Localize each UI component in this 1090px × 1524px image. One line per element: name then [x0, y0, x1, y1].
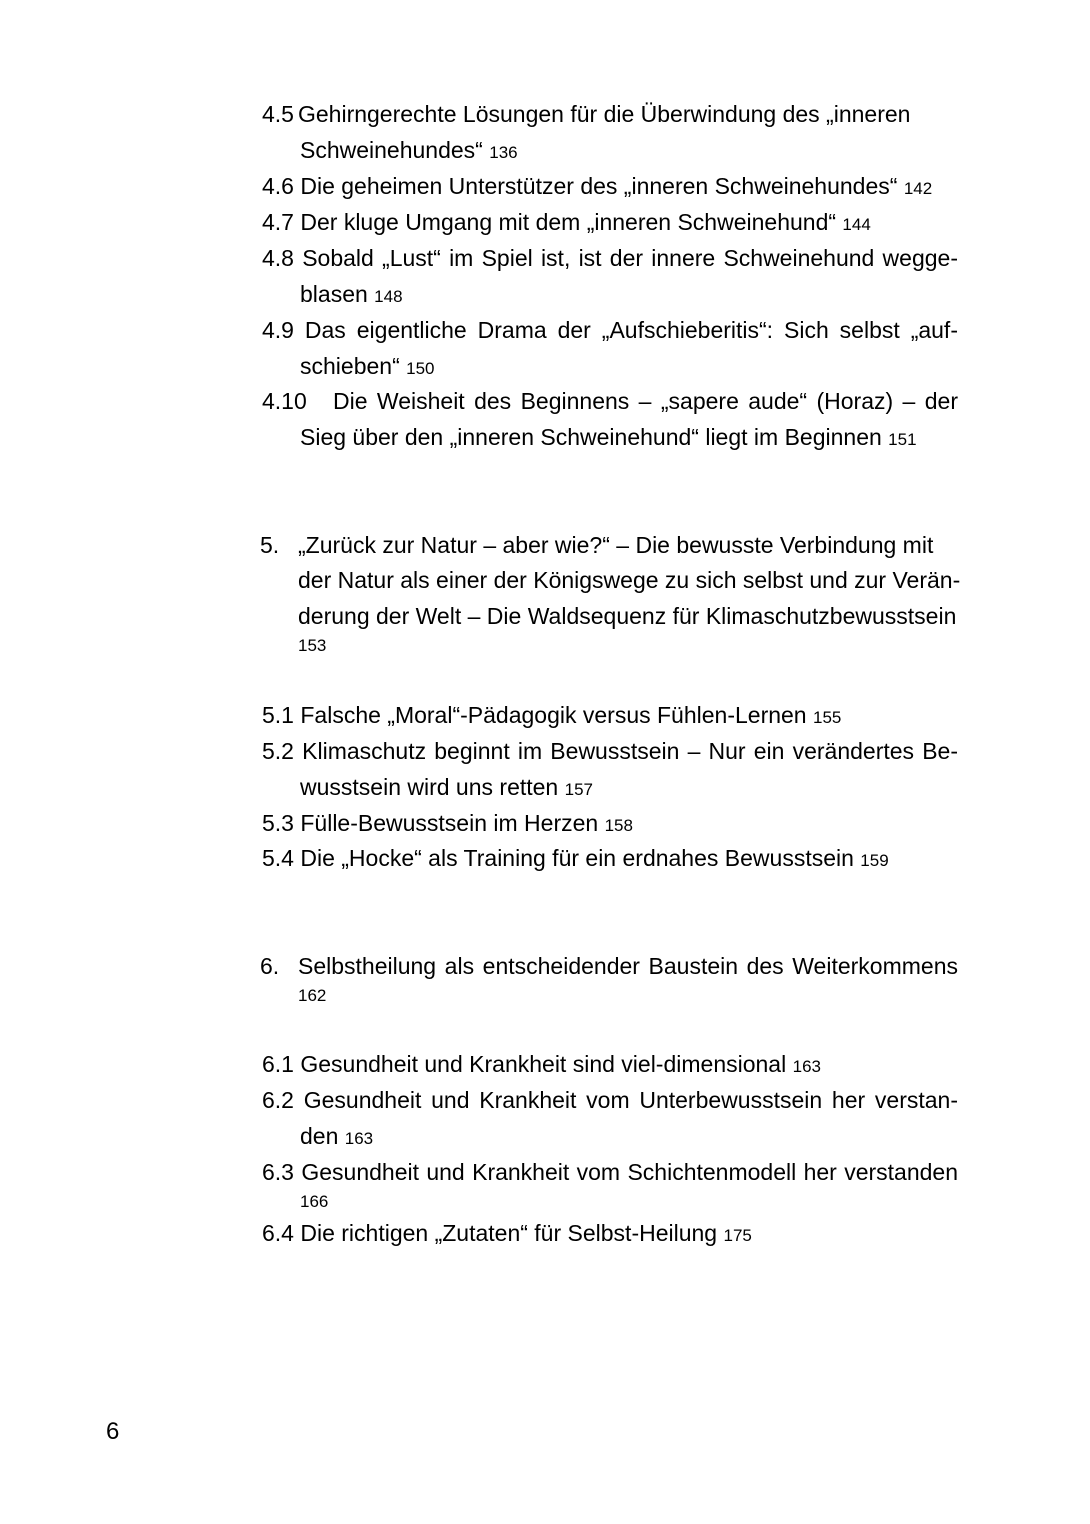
toc-entry-6-2	[262, 1082, 958, 1118]
toc-page-number: 166	[300, 1192, 329, 1211]
toc-title: blasen	[300, 281, 368, 307]
toc-title: 6.3 Gesundheit und Krankheit vom Schichtenmodell her verstanden	[262, 1159, 958, 1185]
toc-page-number: 142	[903, 179, 933, 198]
toc-title: 5.4 Die „Hocke“ als Training für ein erdnahes Bewusstsein	[262, 845, 854, 871]
chapter-5-title-3	[298, 598, 958, 634]
toc-title: 4.8 Sobald „Lust“ im Spiel ist, ist der innere Schweinehund wegge-	[262, 245, 958, 271]
toc-page-number: 175	[723, 1226, 752, 1245]
chapter-6-label: 6.	[260, 953, 280, 979]
page-number: 6	[106, 1418, 120, 1445]
chapter-5-title-2	[298, 562, 961, 598]
toc-page-number: 157	[564, 780, 593, 799]
toc-page-number: 150	[406, 359, 435, 378]
toc-page-number: 159	[860, 851, 889, 870]
toc-entry-4-5-cont	[300, 132, 958, 171]
toc-entry-5-2-cont	[300, 769, 958, 808]
toc-title: 5.2 Klimaschutz beginnt im Bewusstsein – Nur ein verändertes Be-	[262, 738, 958, 764]
toc-title: Sieg über den „inneren Schweinehund“ liegt im Beginnen	[300, 424, 882, 450]
toc-entry-6-1	[262, 1046, 958, 1085]
toc-title: den	[300, 1123, 339, 1149]
toc-title: schieben“	[300, 353, 400, 379]
toc-title: Selbstheilung als entscheidender Baustein des Weiterkommens	[298, 953, 958, 979]
toc-entry-5-3	[262, 805, 958, 844]
toc-entry-6-4	[262, 1215, 958, 1254]
toc-title: 4.6 Die geheimen Unterstützer des „inneren Schweinehundes“	[262, 173, 898, 199]
toc-entry-5-2	[262, 733, 958, 769]
toc-page-number: 148	[374, 287, 403, 306]
toc-page-number: 155	[813, 708, 842, 727]
toc-page-number: 153	[298, 636, 327, 655]
toc-title: 6.2 Gesundheit und Krankheit vom Unterbewusstsein her verstan-	[262, 1087, 958, 1113]
toc-label: 4.10	[262, 388, 307, 414]
toc-title: 5.3 Fülle-Bewusstsein im Herzen	[262, 810, 599, 836]
toc-title: Gehirngerechte Lösungen für die Überwindung des „inneren	[297, 101, 911, 127]
toc-page-number: 136	[489, 143, 518, 162]
toc-page-number: 163	[344, 1129, 374, 1148]
toc-page-number: 162	[298, 986, 327, 1005]
toc-title: 6.1 Gesundheit und Krankheit sind viel-dimensional	[262, 1051, 787, 1077]
toc-page-number: 163	[792, 1057, 821, 1076]
toc-title: Die Weisheit des Beginnens – „sapere aude“ (Horaz) – der	[333, 388, 958, 414]
toc-label: 4.5	[262, 101, 294, 127]
toc-title: der Natur als einer der Königswege zu sich selbst und zur Verän-	[298, 567, 961, 593]
toc-title: 4.7 Der kluge Umgang mit dem „inneren Schweinehund“	[262, 209, 837, 235]
toc-page-number: 158	[604, 816, 633, 835]
toc-entry-5-4	[262, 840, 958, 879]
toc-entry-4-9-cont	[300, 348, 958, 387]
toc-entry-4-8-cont	[300, 276, 958, 315]
toc-entry-6-3	[262, 1154, 958, 1190]
toc-page-number: 144	[842, 215, 871, 234]
chapter-6-title	[298, 948, 958, 984]
toc-entry-4-10-cont	[300, 419, 958, 458]
chapter-5-label: 5.	[260, 532, 280, 558]
toc-title: derung der Welt – Die Waldsequenz für Klimaschutzbewusstsein	[298, 603, 957, 629]
toc-entry-4-9	[262, 312, 958, 348]
toc-title: wusstsein wird uns retten	[300, 774, 559, 800]
chapter-5-title-1	[298, 527, 958, 563]
toc-title: 6.4 Die richtigen „Zutaten“ für Selbst-Heilung	[262, 1220, 718, 1246]
toc-title: „Zurück zur Natur – aber wie?“ – Die bewusste Verbindung mit	[298, 532, 934, 558]
toc-title: 5.1 Falsche „Moral“-Pädagogik versus Fühlen-Lernen	[262, 702, 807, 728]
toc-entry-4-6	[262, 168, 958, 207]
toc-entry-4-5	[262, 96, 958, 132]
toc-entry-5-1	[262, 697, 958, 736]
toc-page-number: 151	[888, 430, 917, 449]
toc-entry-4-7	[262, 204, 958, 243]
toc-entry-6-2-cont	[300, 1118, 958, 1157]
toc-entry-4-8	[262, 240, 958, 276]
toc-title: Schweinehundes“	[300, 137, 483, 163]
toc-title: 4.9 Das eigentliche Drama der „Aufschieberitis“: Sich selbst „auf-	[262, 317, 958, 343]
